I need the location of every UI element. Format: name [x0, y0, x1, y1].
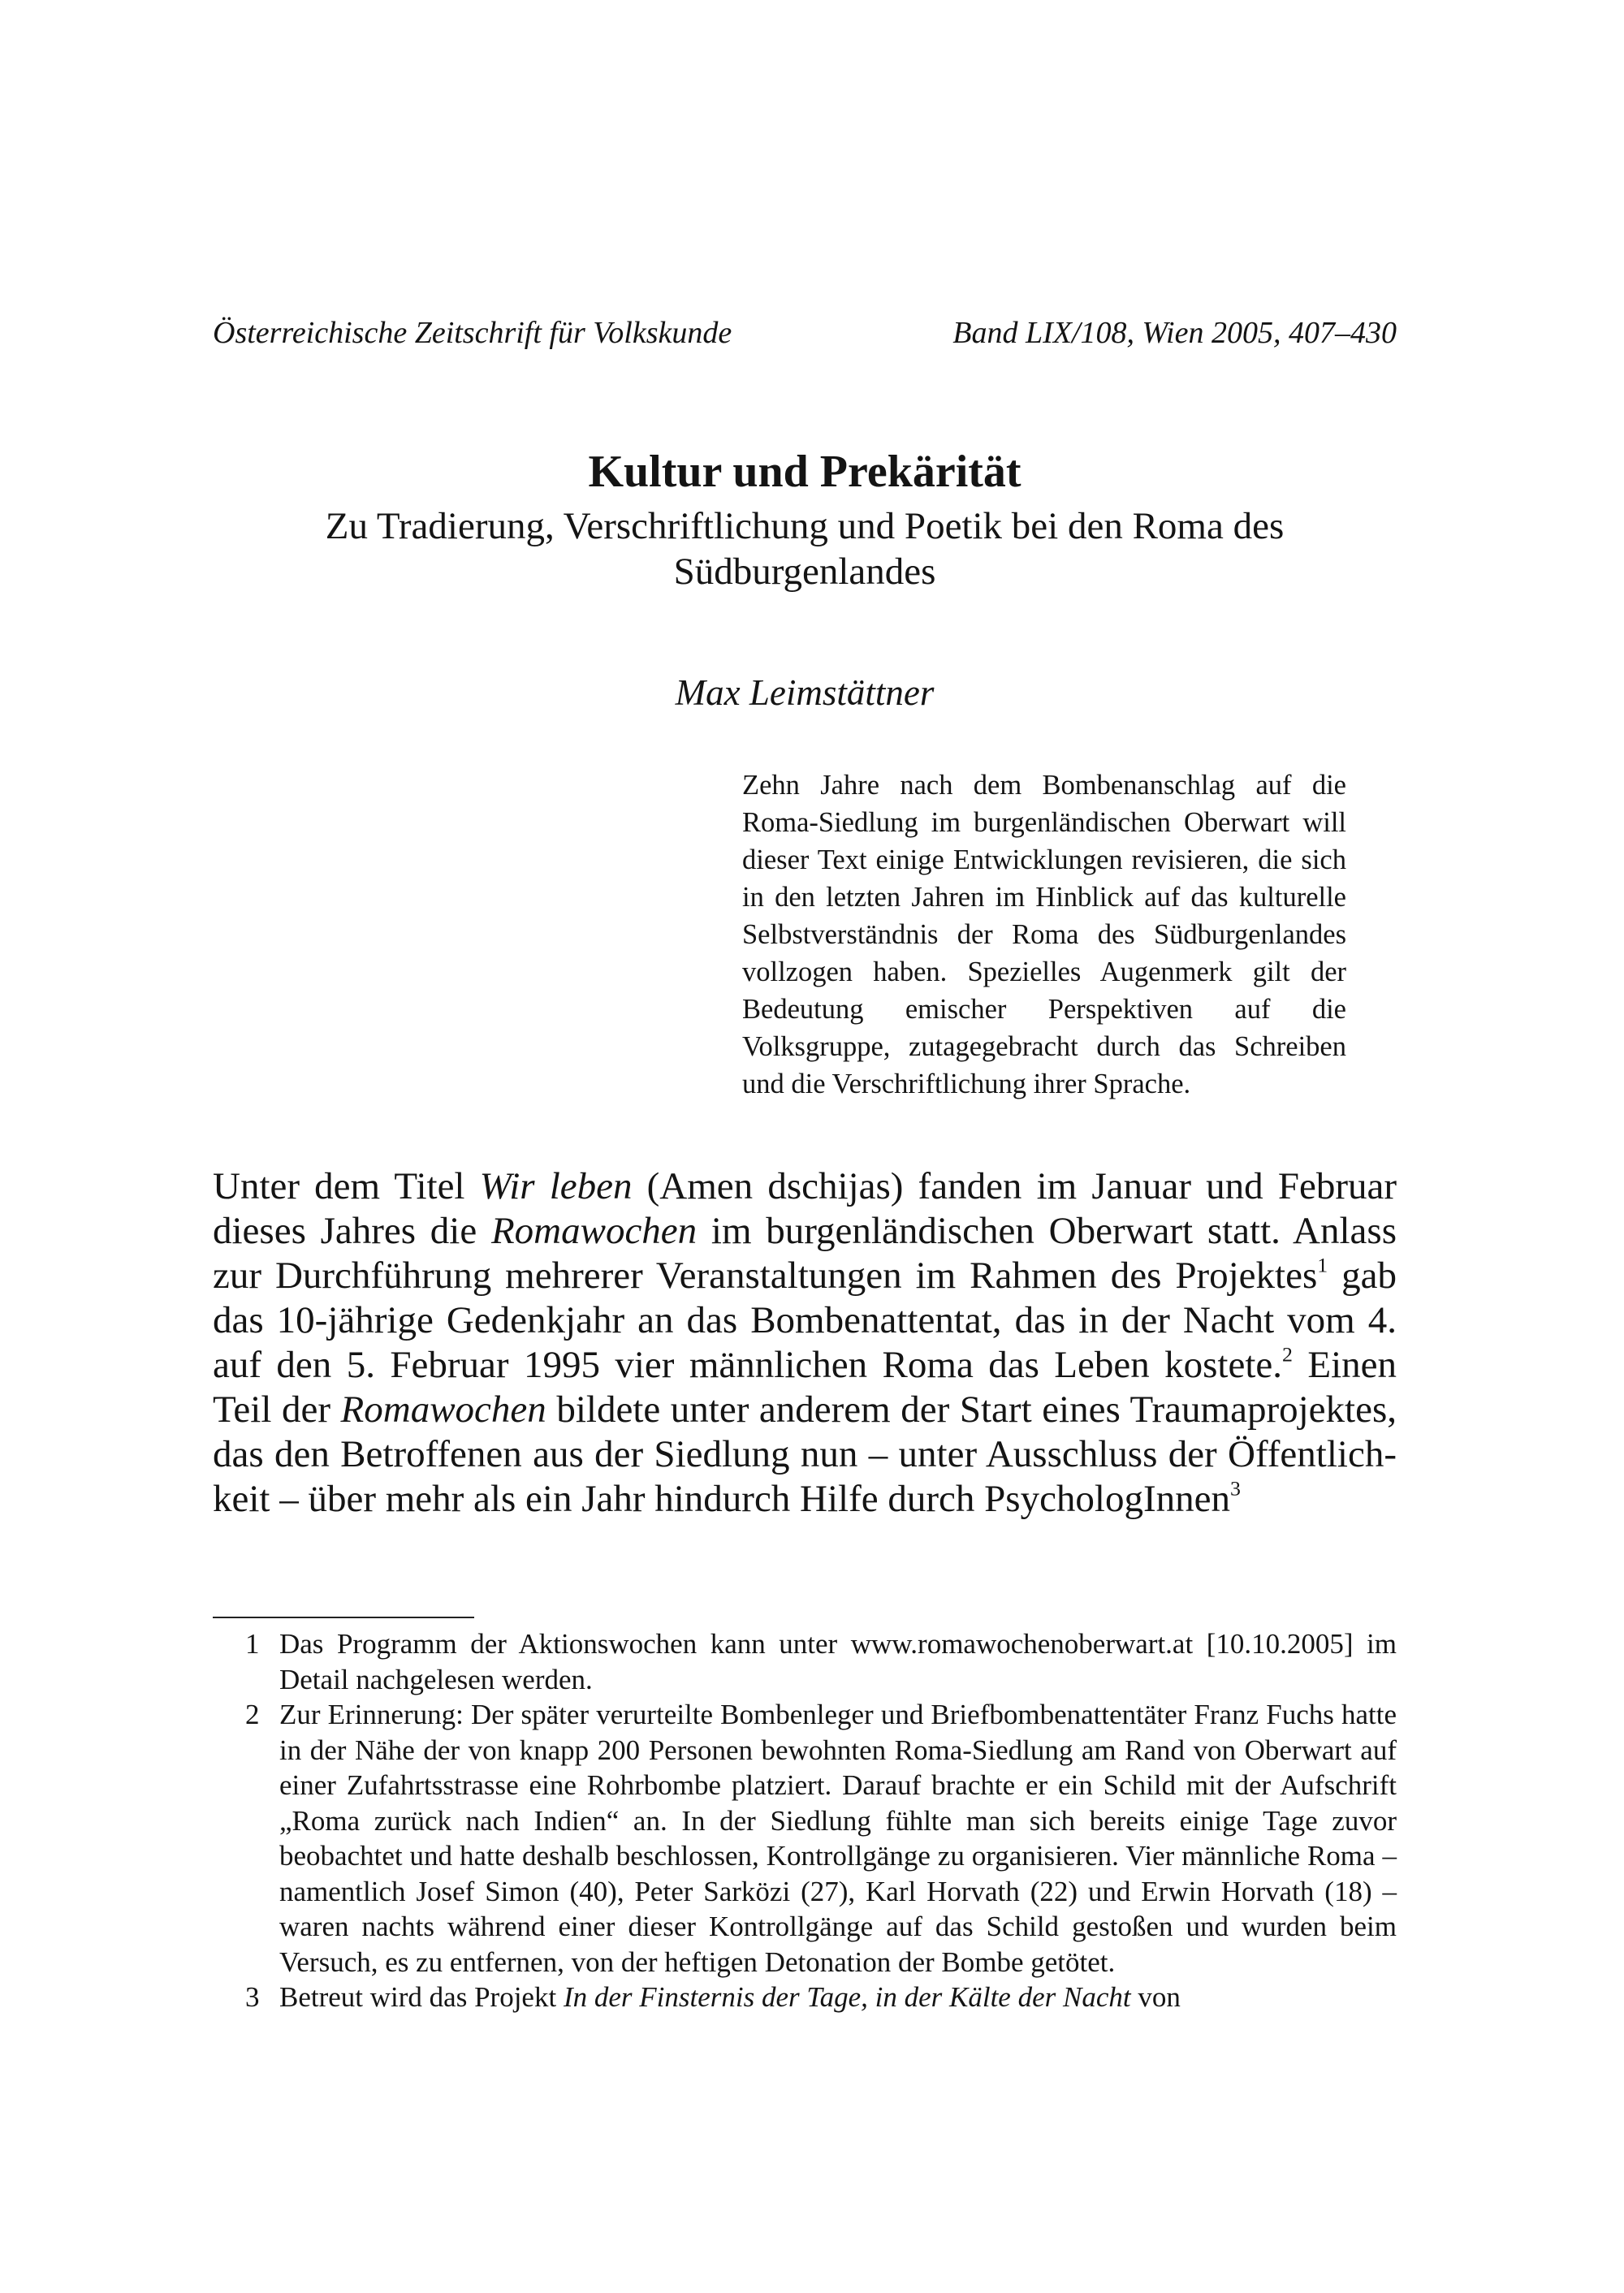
body-text-segment: Unter dem Titel: [213, 1165, 480, 1207]
footnotes: [245, 1626, 1397, 2015]
footnote-text: Zur Erinnerung: Der später verurteilte Bombenleger und Briefbombenattentäter Franz Fuchs hatte in der Nähe der von knapp 200 Personen bewohnten Roma-Siedlung am Rand von Oberwart auf einer Zufahrtsstrasse eine Rohrbombe platziert. Darauf brachte er ein Schild mit der Aufschrift „Roma zurück nach Indien“ an. In der Siedlung fühlte man sich bereits einige Tage zuvor beobachtet und hatte deshalb beschlossen, Kontrollgänge zu organisieren. Vier männliche Roma – namentlich Josef Simon (40), Peter Sarközi (27), Karl Horvath (22) und Erwin Horvath (18) – waren nachts während einer dieser Kontrollgänge auf das Schild gestoßen und wurden beim Versuch, es zu entfernen, von der heftigen Detonation der Bombe getötet.: [279, 1699, 1397, 1978]
footnote-text: von: [1130, 1981, 1181, 2013]
footnote-2: [245, 1697, 1397, 1980]
footnote-number: 3: [245, 1981, 260, 2013]
footnote-reference: 2: [1282, 1342, 1293, 1367]
footnote-text: Betreut wird das Projekt: [279, 1981, 564, 2013]
footnote-reference: 1: [1317, 1253, 1328, 1277]
article-subtitle: Zu Tradierung, Verschriftlichung und Poetik bei den Roma des Südburgenlandes: [325, 505, 1285, 593]
abstract: Zehn Jahre nach dem Bombenanschlag auf die Roma-Siedlung im burgenländischen Oberwart will dieser Text einige Entwicklungen revisieren, die sich in den letzten Jahren im Hinblick auf das kulturelle Selbstverständnis der Roma des Südburgenlandes vollzogen haben. Spezielles Augenmerk gilt der Bedeutung emischer Perspektiven auf die Volksgruppe, zutagegebracht durch das Schreiben und die Verschriftlichung ihrer Sprache.: [742, 770, 1346, 1099]
volume-info: Band LIX/108, Wien 2005, 407–430: [952, 316, 1397, 350]
footnote-number: 2: [245, 1699, 260, 1730]
body-text-segment: bildete unter anderem der Start eines Traumaprojektes, das den Betroffenen aus der Siedlung nun – unter Ausschluss der Öffentlichkeit – über mehr als ein Jahr hindurch Hilfe durch PsychologInnen: [213, 1388, 1397, 1520]
footnote-number: 1: [245, 1628, 260, 1660]
journal-name: Österreichische Zeitschrift für Volkskunde: [213, 316, 732, 350]
article-title: Kultur und Prekärität: [588, 447, 1021, 497]
body-text-segment: (Amen dschijas) fanden im Januar und Februar dieses Jahres die: [213, 1165, 1397, 1252]
title-block: [213, 445, 1397, 594]
footnote-divider: [213, 1617, 474, 1618]
footnote-italic-title: In der Finsternis der Tage, in der Kälte der Nacht: [563, 1981, 1131, 2013]
body-paragraph: [213, 1164, 1397, 1522]
footnote-reference: 3: [1230, 1476, 1241, 1501]
body-text-segment: im burgenländischen Oberwart statt. Anlass zur Durchführung mehrerer Veranstaltungen im Rahmen des Projektes: [213, 1210, 1397, 1297]
body-italic-segment: Wir leben: [479, 1165, 633, 1207]
footnote-text: Das Programm der Aktionswochen kann unter www.romawochenoberwart.at [10.10.2005] im Detail nachgelesen werden.: [279, 1628, 1397, 1695]
journal-page: [213, 0, 1397, 2293]
footnote-3: [245, 1980, 1397, 2015]
body-text-segment: gab das 10-jährige Gedenkjahr an das Bombenattentat, das in der Nacht vom 4. auf den 5. Februar 1995 vier männlichen Roma das Leben kostete.: [213, 1254, 1397, 1386]
body-text-segment: Einen Teil der: [213, 1344, 1397, 1431]
footnote-1: [245, 1626, 1397, 1697]
author-name: Max Leimstättner: [675, 672, 935, 713]
body-italic-segment: Romawochen: [340, 1388, 546, 1431]
body-italic-segment: Romawochen: [490, 1210, 698, 1252]
